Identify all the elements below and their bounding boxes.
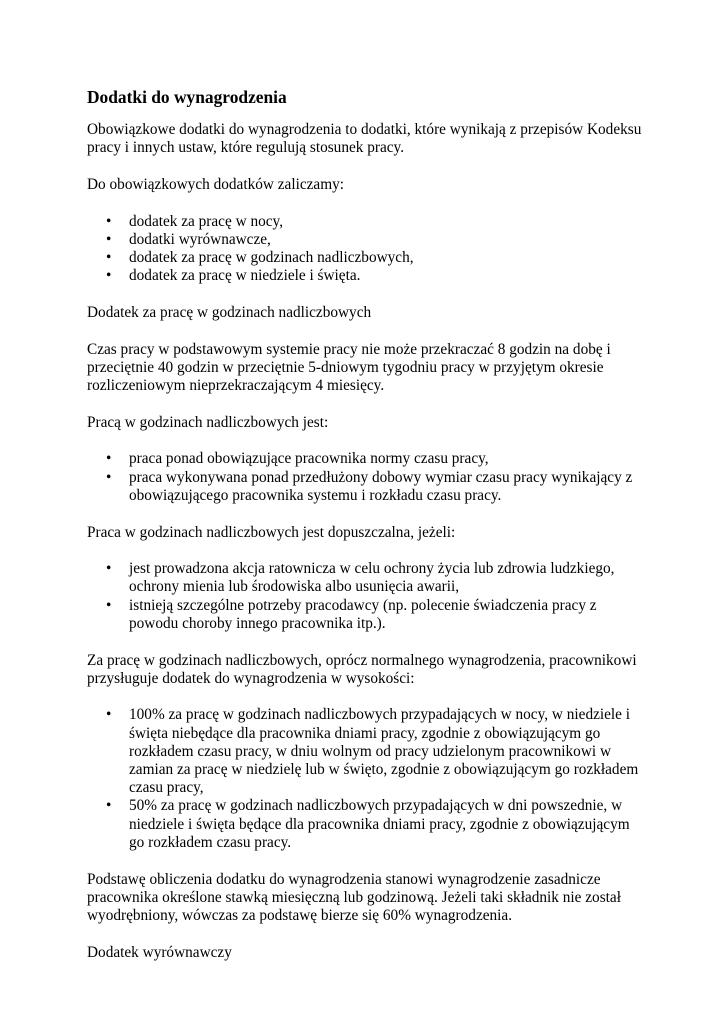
mandatory-allowances-lead: Do obowiązkowych dodatków zaliczamy: [87, 175, 344, 193]
calculation-basis-paragraph: Podstawę obliczenia dodatku do wynagrodzenia stanowi wynagrodzenie zasadnicze pracownika określone stawką miesięczną lub godzinową. Jeżeli taki składnik nie został wyodrębniony, wówczas za podstawę bierze się 60% wynagrodzenia. [87, 870, 621, 924]
bullet-icon: • [106, 706, 112, 724]
list-item: • istnieją szczególne potrzeby pracodawcy (np. polecenie świadczenia pracy z powodu choroby innego pracownika itp.). [106, 596, 597, 632]
list-item: • dodatek za pracę w godzinach nadliczbowych, [106, 249, 414, 267]
mandatory-allowances-list [87, 213, 643, 286]
list-item: • 100% za pracę w godzinach nadliczbowych przypadających w nocy, w niedziele i święta niebędące dla pracownika dniami pracy, zgodnie z obowiązującym go rozkładem czasu pracy, w dniu wolnym od pracy udzielonym pracownikowi w zamian za pracę w niedzielę lub w święto, zgodnie z obowiązującym go rozkładem czasu pracy, [106, 706, 639, 797]
overtime-permitted-lead: Praca w godzinach nadliczbowych jest dopuszczalna, jeżeli: [87, 523, 456, 541]
overtime-heading: Dodatek za pracę w godzinach nadliczbowych [87, 303, 372, 321]
document-page [87, 86, 643, 980]
overtime-pay-list [87, 706, 643, 852]
bullet-icon: • [106, 560, 112, 578]
working-time-paragraph: Czas pracy w podstawowym systemie pracy nie może przekraczać 8 godzin na dobę i przeciętnie 40 godzin w przeciętnie 5-dniowym tygodniu pracy w przyjętym okresie rozliczeniowym nieprzekraczającym 4 miesięcy. [87, 340, 611, 395]
bullet-icon: • [106, 468, 112, 486]
bullet-icon: • [106, 450, 112, 468]
bullet-icon: • [106, 797, 112, 815]
list-item: • 50% za pracę w godzinach nadliczbowych przypadających w dni powszednie, w niedziele i święta będące dla pracownika dniami pracy, zgodnie z obowiązującym go rozkładem czasu pracy. [106, 797, 630, 851]
document-title: Dodatki do wynagrodzenia [87, 87, 287, 107]
list-item: • dodatki wyrównawcze, [106, 230, 271, 248]
bullet-icon: • [106, 267, 112, 285]
compensatory-allowance-heading: Dodatek wyrównawczy [87, 943, 232, 961]
intro-paragraph: Obowiązkowe dodatki do wynagrodzenia to dodatki, które wynikają z przepisów Kodeksu pracy i innych ustaw, które regulują stosunek pracy. [87, 121, 642, 157]
overtime-definition-lead: Pracą w godzinach nadliczbowych jest: [87, 413, 329, 431]
bullet-icon: • [106, 212, 112, 230]
bullet-icon: • [106, 596, 112, 614]
overtime-pay-lead: Za pracę w godzinach nadliczbowych, oprócz normalnego wynagrodzenia, pracownikowi przysługuje dodatek do wynagrodzenia w wysokości: [87, 651, 637, 687]
list-item: • jest prowadzona akcja ratownicza w celu ochrony życia lub zdrowia ludzkiego, ochrony mienia lub środowiska albo usunięcia awarii, [106, 560, 615, 596]
list-item: • praca ponad obowiązujące pracownika normy czasu pracy, [106, 450, 489, 468]
list-item: • dodatek za pracę w nocy, [106, 212, 284, 230]
bullet-icon: • [106, 230, 112, 248]
list-item: • dodatek za pracę w niedziele i święta. [106, 267, 361, 285]
bullet-icon: • [106, 249, 112, 267]
list-item: • praca wykonywana ponad przedłużony dobowy wymiar czasu pracy wynikający z obowiązującego pracownika systemu i rozkładu czasu pracy. [106, 468, 633, 504]
overtime-permitted-list [87, 560, 643, 633]
overtime-definition-list [87, 450, 643, 505]
